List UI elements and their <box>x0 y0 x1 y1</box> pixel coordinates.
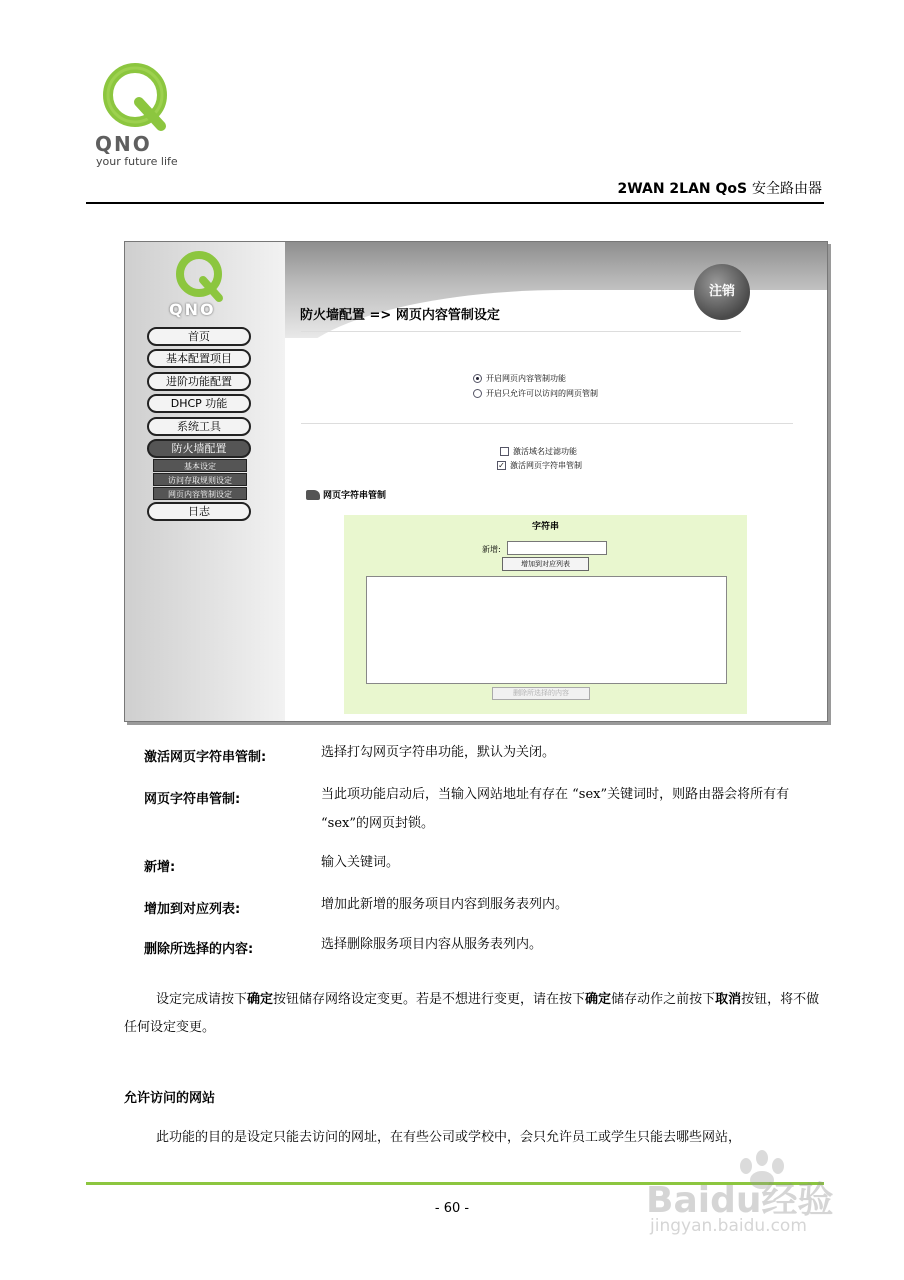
folder-tab-icon <box>306 490 320 500</box>
save-instructions-paragraph <box>124 986 826 1042</box>
def-delete: 选择删除服务项目内容从服务表列内。 <box>321 937 543 952</box>
nav-advanced[interactable]: 进阶功能配置 <box>147 372 251 391</box>
check-string-control-row[interactable] <box>497 460 582 471</box>
nav-firewall[interactable]: 防火墙配置 <box>147 439 251 458</box>
breadcrumb: 防火墙配置 => 网页内容管制设定 <box>300 308 500 323</box>
logo-wordmark: QNO <box>95 132 152 156</box>
radio-allow-only-row[interactable] <box>473 388 598 399</box>
radio-enable-row[interactable] <box>473 373 566 384</box>
watermark-url: jingyan.baidu.com <box>650 1216 807 1236</box>
subnav-basic-settings[interactable]: 基本设定 <box>153 459 247 472</box>
radio-enable[interactable] <box>473 374 482 383</box>
check-string-control-label: 激活网页字符串管制 <box>510 461 582 470</box>
string-panel <box>344 515 747 714</box>
logo-tagline: your future life <box>96 155 178 168</box>
document-title <box>617 178 822 198</box>
nav-log[interactable]: 日志 <box>147 502 251 521</box>
string-list[interactable] <box>366 576 727 684</box>
watermark-text: Baidu经验 <box>646 1180 834 1221</box>
para-text: 按钮，将不做任何设定变更。 <box>124 992 820 1035</box>
para-text: 按钮储存网络设定变更。若是不想进行变更，请在按下 <box>273 992 586 1007</box>
document-title-cn: 安全路由器 <box>752 181 822 197</box>
add-label: 新增: <box>482 545 501 554</box>
def-add-to-list: 增加此新增的服务项目内容到服务表列内。 <box>321 897 569 912</box>
radio-enable-label: 开启网页内容管制功能 <box>486 374 566 383</box>
section-subheading: 允许访问的网站 <box>124 1091 216 1106</box>
baidu-watermark <box>642 1150 862 1240</box>
def-activate: 选择打勾网页字符串功能，默认为关闭。 <box>321 745 556 760</box>
divider <box>301 423 793 424</box>
screenshot-logo-wordmark: QNO <box>169 300 216 319</box>
subnav-access-rules[interactable]: 访问存取规则设定 <box>153 473 247 486</box>
section-title: 网页字符串管制 <box>323 491 387 501</box>
add-string-input[interactable] <box>507 541 607 555</box>
nav-basic-config[interactable]: 基本配置项目 <box>147 349 251 368</box>
checkbox-domain-filter[interactable] <box>500 447 509 456</box>
def-add: 输入关键词。 <box>321 855 400 870</box>
header-rule <box>86 202 824 204</box>
para-text: 储存动作之前按下 <box>611 992 716 1007</box>
section-header <box>306 488 386 501</box>
allowed-sites-paragraph: 此功能的目的是设定只能去访问的网址，在有些公司或学校中，会只允许员工或学生只能去哪些网站， <box>156 1130 742 1145</box>
para-bold: 取消 <box>715 992 742 1007</box>
subnav-content-filter[interactable]: 网页内容管制设定 <box>153 487 247 500</box>
checkbox-string-control[interactable]: ✓ <box>498 461 505 470</box>
term-activate: 激活网页字符串管制: <box>144 750 267 765</box>
page-number: - 60 - <box>434 1201 470 1216</box>
divider <box>301 331 741 332</box>
logout-button[interactable]: 注销 <box>694 264 750 320</box>
qno-small-q-icon <box>169 248 241 308</box>
term-string-control: 网页字符串管制: <box>144 792 241 807</box>
check-domain-filter-row[interactable] <box>500 446 577 457</box>
qno-logo <box>95 62 185 172</box>
router-ui-screenshot <box>124 241 828 722</box>
qno-q-icon <box>95 62 175 134</box>
def-string-control: 当此项功能启动后，当输入网站地址有存在 “sex”关键词时，则路由器会将所有有 “sex”的网页封锁。 <box>321 787 790 831</box>
term-add-to-list: 增加到对应列表: <box>144 902 241 917</box>
panel-title: 字符串 <box>531 522 559 532</box>
delete-selected-button[interactable]: 删除所选择的内容 <box>492 687 590 700</box>
radio-allow-only[interactable] <box>473 389 482 398</box>
check-domain-filter-label: 激活域名过滤功能 <box>513 447 577 456</box>
para-bold: 确定 <box>247 992 274 1007</box>
nav-dhcp[interactable]: DHCP 功能 <box>147 394 251 413</box>
term-add: 新增: <box>144 860 176 875</box>
nav-home[interactable]: 首页 <box>147 327 251 346</box>
add-to-list-button[interactable]: 增加到对应列表 <box>502 557 589 571</box>
term-delete: 删除所选择的内容: <box>144 942 254 957</box>
para-bold: 确定 <box>585 992 612 1007</box>
nav-system-tools[interactable]: 系统工具 <box>147 417 251 436</box>
document-title-latin: 2WAN 2LAN QoS <box>617 181 752 197</box>
para-text: 设定完成请按下 <box>156 992 248 1007</box>
radio-allow-only-label: 开启只允许可以访问的网页管制 <box>486 389 598 398</box>
